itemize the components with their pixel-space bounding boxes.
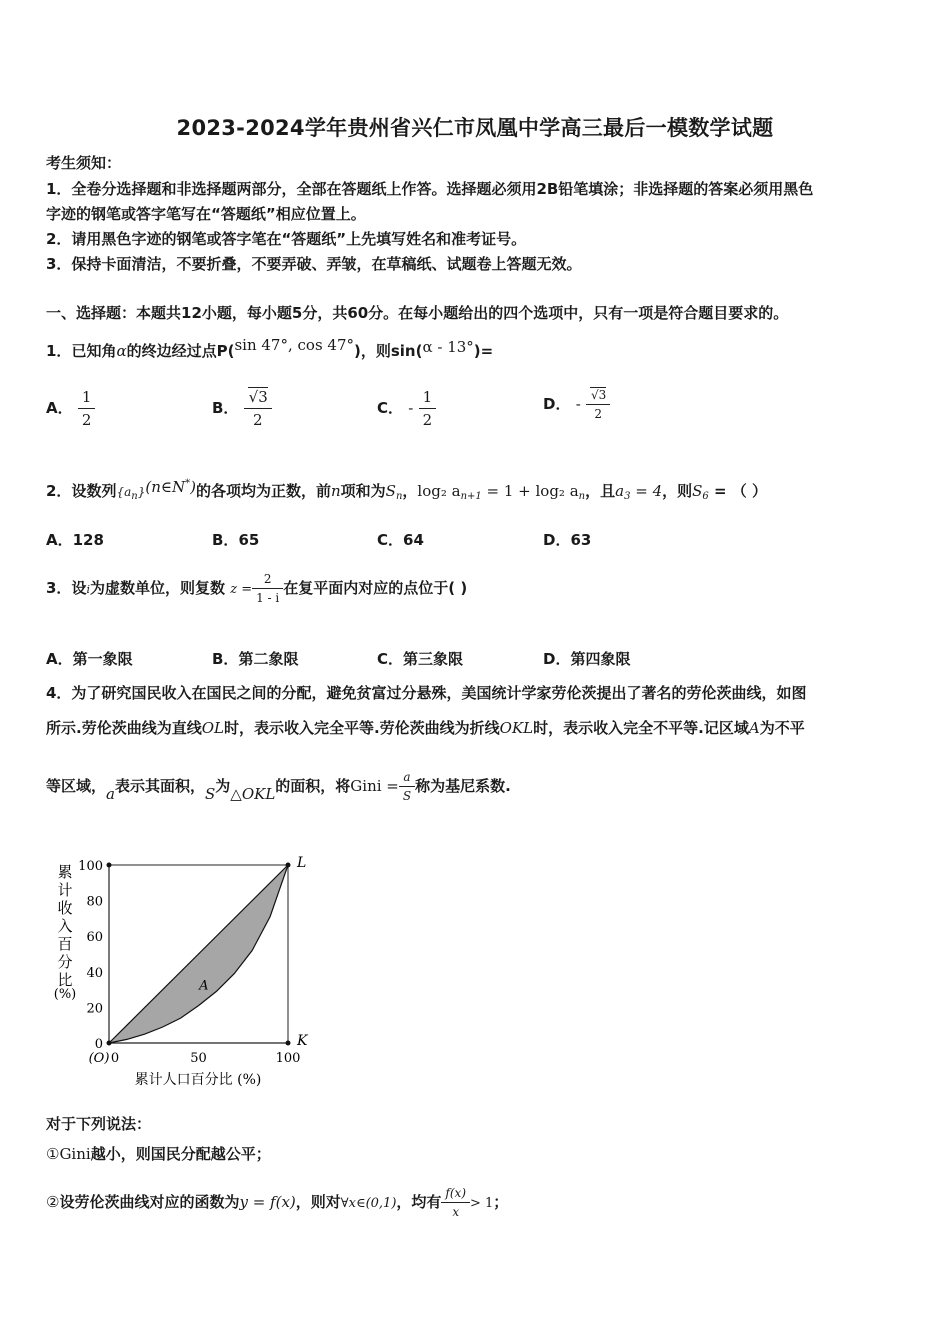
- q3-text-1: 设: [71, 579, 87, 597]
- point-O: [107, 1041, 112, 1046]
- q1-text-3: )，则: [354, 342, 391, 360]
- option-sign: -: [575, 395, 581, 413]
- q3-z: z =: [230, 582, 253, 597]
- q3-number: 3．: [46, 579, 72, 597]
- y-tick-label: 80: [86, 894, 103, 910]
- q2-option-a[interactable]: A．128: [46, 531, 104, 549]
- option-sign: -: [408, 399, 414, 417]
- q1-alpha: α: [116, 342, 127, 360]
- section-heading: 一、选择题：本题共12小题，每小题5分，共60分。在每小题给出的四个选项中，只有一项是符合题目要求的。: [46, 304, 789, 322]
- label-origin: (O): [88, 1051, 110, 1066]
- statements-heading: 对于下列说法：: [46, 1115, 152, 1133]
- frac-num: 1: [419, 388, 437, 409]
- q2-text-5: ，且: [585, 482, 616, 500]
- question-2: [46, 478, 767, 502]
- q1-number: 1．: [46, 342, 72, 360]
- frac-den: 2: [594, 407, 602, 421]
- q1-text-4: )=: [473, 342, 494, 360]
- frac-num: √3: [591, 388, 607, 402]
- frac-den: 2: [252, 411, 263, 429]
- question-3: [46, 572, 467, 605]
- option-label: C．: [377, 399, 404, 417]
- statement-2: ②设劳伦茨曲线对应的函数为y = f(x)，则对∀x∈(0,1)，均有 $\frac{f(x)}{x}$ > 1；: [46, 1186, 509, 1219]
- option-label: D．: [543, 395, 571, 413]
- q1-expr: α - 13°: [422, 338, 474, 356]
- q3-text-3: 在复平面内对应的点位于( ): [283, 579, 468, 597]
- chart-plot: [78, 855, 309, 1066]
- statement-1: ①Gini越小，则国民分配越公平；: [46, 1145, 271, 1163]
- q2-option-c[interactable]: C．64: [377, 531, 424, 549]
- q1-coords: sin 47°, cos 47°: [234, 336, 354, 354]
- y-tick-label: 100: [78, 859, 103, 874]
- x-tick-label: 50: [190, 1051, 207, 1066]
- q3-text-2: 为虚数单位，则复数: [89, 579, 225, 597]
- ylabel-char: 计: [57, 881, 73, 899]
- ylabel-char: 分: [57, 953, 73, 971]
- ylabel-char: 收: [57, 899, 73, 917]
- option-label: B．: [212, 399, 239, 417]
- q1-option-d[interactable]: [543, 388, 610, 421]
- ylabel-char: 入: [57, 917, 73, 935]
- y-tick-label: 20: [86, 1001, 103, 1017]
- label-K: K: [297, 1033, 308, 1049]
- q2-option-b[interactable]: B．65: [212, 531, 260, 549]
- q2-sequence: $\{a_n\}$: [116, 485, 146, 502]
- q3-option-d[interactable]: D．第四象限: [543, 650, 631, 668]
- q3-option-a[interactable]: A．第一象限: [46, 650, 133, 668]
- x-tick-label: 100: [275, 1051, 301, 1066]
- notice-item-2: 2．请用黑色字迹的钢笔或答字笔在“答题纸”上先填写姓名和准考证号。: [46, 230, 527, 248]
- chart-xlabel: 累计人口百分比 (%): [134, 1072, 262, 1088]
- q2-number: 2．: [46, 482, 72, 500]
- notice-heading: 考生须知：: [46, 154, 122, 172]
- page-title: 2023-2024学年贵州省兴仁市凤凰中学高三最后一模数学试题: [176, 116, 774, 140]
- frac-den: 1 - i: [256, 591, 280, 605]
- frac-den: 2: [81, 411, 92, 429]
- q2-text-1: 设数列: [71, 482, 117, 500]
- ylabel-char: 百: [57, 935, 73, 953]
- q2-equation: log₂ $a_{n+1} = 1 + \log_2$ $a_n$: [417, 482, 586, 502]
- label-region-A: A: [199, 978, 209, 994]
- ylabel-char: 累: [57, 863, 73, 881]
- frac-num: √3: [248, 388, 268, 406]
- series-line-OL: [109, 865, 288, 1043]
- q2-text-2: 的各项均为正数，前: [195, 482, 331, 500]
- x-tick-label: 0: [110, 1051, 120, 1066]
- point-top-left: [107, 863, 112, 868]
- frac-num: 2: [252, 572, 283, 589]
- q2-text-4: ，: [402, 482, 418, 500]
- q2-S6: $S_6$: [692, 482, 709, 502]
- q1-text-1: 已知角: [71, 342, 117, 360]
- q2-option-d[interactable]: D．63: [543, 531, 592, 549]
- frac-num: 1: [78, 388, 96, 409]
- y-tick-label: 40: [86, 965, 103, 981]
- question-1: [46, 336, 493, 361]
- q2-a3: $a_3 = 4$: [615, 482, 663, 502]
- q4-line-3: 等区域，a表示其面积，S为△OKL的面积，将Gini = $\frac{a}{S}$ 称为基尼系数.: [46, 770, 511, 803]
- q4-line-2: 所示.劳伦茨曲线为直线OL时，表示收入完全平等.劳伦茨曲线为折线OKL时，表示收入完全不平等.记区域A为不平: [46, 719, 805, 737]
- point-K: [286, 1041, 291, 1046]
- q2-condition: (n∈N*): [145, 478, 196, 496]
- q2-text-6: ，则: [662, 482, 693, 500]
- q3-i: i: [86, 583, 90, 596]
- q2-Sn: $S_n$: [385, 482, 403, 502]
- frac-den: 2: [422, 411, 433, 429]
- chart-ylabel-unit: (%): [53, 987, 77, 1002]
- q2-n: n: [330, 482, 341, 500]
- label-L: L: [297, 855, 307, 871]
- q1-option-a[interactable]: [46, 388, 95, 429]
- y-tick-label: 60: [86, 930, 103, 946]
- q3-option-c[interactable]: C．第三象限: [377, 650, 464, 668]
- point-L: [286, 863, 291, 868]
- chart-ylabel: [57, 863, 72, 989]
- notice-item-1b: 字迹的钢笔或答字笔写在“答题纸”相应位置上。: [46, 205, 366, 223]
- q1-point: P(: [216, 342, 235, 360]
- q1-text-2: 的终边经过点: [126, 342, 217, 360]
- q4-line-1: 4．为了研究国民收入在国民之间的分配，避免贫富过分悬殊，美国统计学家劳伦茨提出了著名的劳伦茨曲线，如图: [46, 684, 807, 702]
- q2-text-3: 项和为: [340, 482, 386, 500]
- q3-option-b[interactable]: B．第二象限: [212, 650, 299, 668]
- ylabel-char: 比: [57, 971, 73, 989]
- option-label: A．: [46, 399, 73, 417]
- q2-text-7: = （ ）: [708, 482, 768, 500]
- lorenz-chart: [40, 840, 330, 1095]
- y-tick-label: 0: [94, 1037, 103, 1052]
- q1-option-c[interactable]: [377, 388, 436, 429]
- notice-item-1a: 1．全卷分选择题和非选择题两部分，全部在答题纸上作答。选择题必须用2B铅笔填涂；非选择题的答案必须用黑色: [46, 180, 814, 198]
- q1-sin: sin(: [390, 342, 423, 360]
- notice-item-3: 3．保持卡面清洁，不要折叠，不要弄破、弄皱，在草稿纸、试题卷上答题无效。: [46, 255, 582, 273]
- q1-option-b[interactable]: [212, 388, 272, 429]
